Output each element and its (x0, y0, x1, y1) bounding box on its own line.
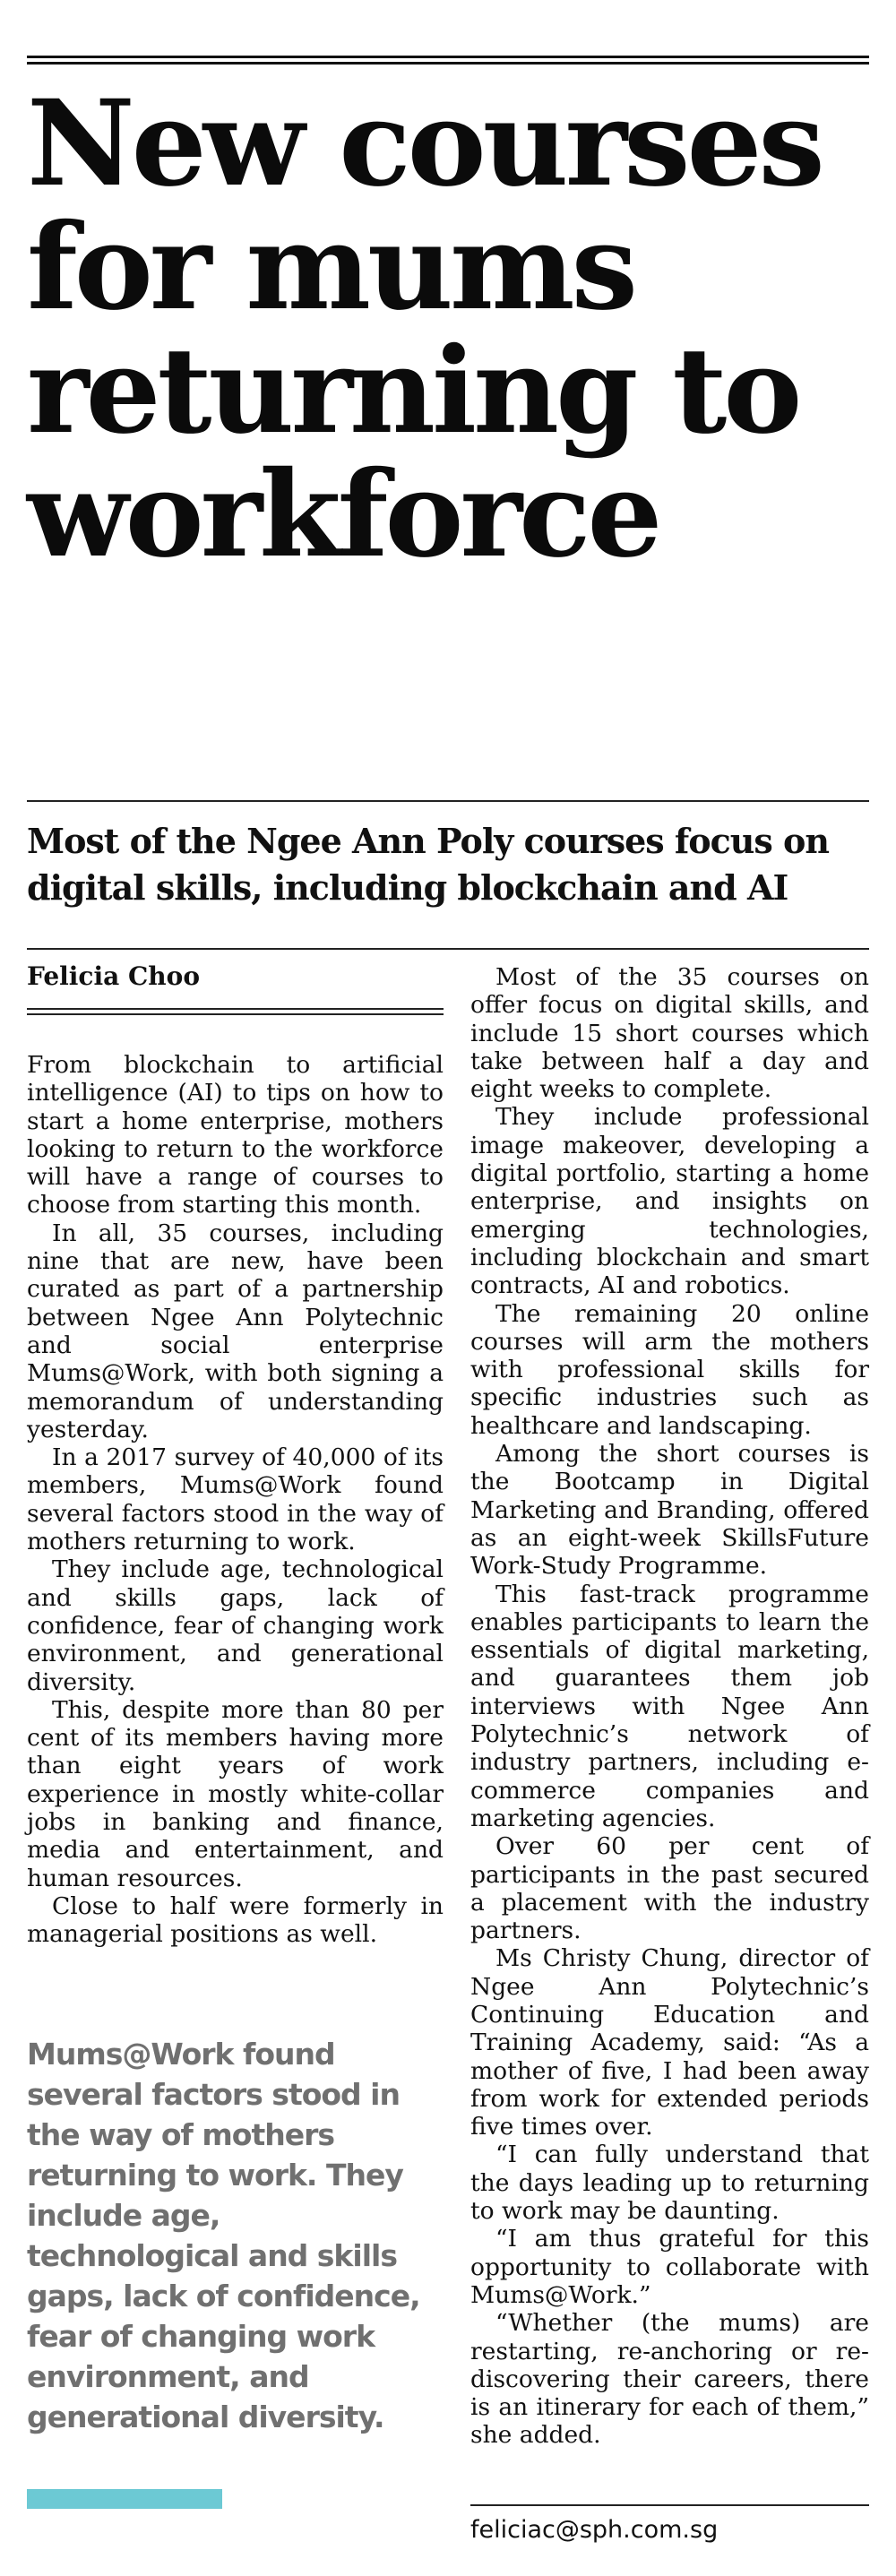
paragraph: Over 60 per cent of participants in the past secured a placement with the industry partners. (470, 1832, 869, 1945)
pull-quote: Mums@Work found several factors stood in the way of mothers returning to work. They include age, technological and skills gaps, lack of confidence, fear of changing work environment, and generational diversity. (27, 2037, 420, 2434)
paragraph: They include age, technological and skills gaps, lack of confidence, fear of changing work environment, and generational diversity. (27, 1555, 444, 1696)
paragraph: The remaining 20 online courses will arm the mothers with professional skills for specific industries such as healthcare and landscaping. (470, 1299, 869, 1440)
paragraph: Close to half were formerly in managerial positions as well. (27, 1891, 444, 1949)
author-email: feliciac@sph.com.sg (470, 2516, 719, 2544)
byline-double-rule (27, 1008, 444, 1019)
paragraph: Ms Christy Chung, director of Ngee Ann Polytechnic’s Continuing Education and Training Academy, said: “As a mother of five, I had been away from work for extended periods five times over. (470, 1944, 869, 2141)
top-double-rule (27, 56, 869, 68)
article-column-left (27, 1051, 444, 1949)
paragraph: Among the short courses is the Bootcamp in Digital Marketing and Branding, offered as an eight-week SkillsFuture Work-Study Programme. (470, 1440, 869, 1581)
paragraph: In a 2017 survey of 40,000 of its members, Mums@Work found several factors stood in the way of mothers returning to work. (27, 1443, 444, 1556)
paragraph: “I am thus grateful for this opportunity to collaborate with Mums@Work.” (470, 2225, 869, 2309)
dek-divider (27, 948, 869, 950)
paragraph: In all, 35 courses, including nine that are new, have been curated as part of a partnership between Ngee Ann Polytechnic and social enterprise Mums@Work, with both signing a memorandum of understanding yesterday. (27, 1219, 444, 1443)
article-column-right (470, 963, 869, 2450)
subheadline: Most of the Ngee Ann Poly courses focus on digital skills, including blockchain and AI (27, 821, 829, 908)
email-divider (470, 2504, 869, 2506)
paragraph: “Whether (the mums) are restarting, re-anchoring or re-discovering their careers, there is an itinerary for each of them,” she added. (470, 2309, 869, 2450)
paragraph: Most of the 35 courses on offer focus on digital skills, and include 15 short courses which take between half a day and eight weeks to complete. (470, 963, 869, 1104)
headline: New courses for mums returning to workforce (27, 74, 822, 584)
paragraph: From blockchain to artificial intelligence (AI) to tips on how to start a home enterprise, mothers looking to return to the workforce will have a range of courses to choose from starting this month. (27, 1051, 444, 1219)
paragraph: “I can fully understand that the days leading up to returning to work may be daunting. (470, 2141, 869, 2226)
paragraph: They include professional image makeover, developing a digital portfolio, starting a home enterprise, and insights on emerging technologies, including blockchain and smart contracts, AI and robotics. (470, 1103, 869, 1300)
byline: Felicia Choo (27, 961, 201, 991)
paragraph: This fast-track programme enables participants to learn the essentials of digital marketing, and guarantees them job interviews with Ngee Ann Polytechnic’s network of industry partners, including e-commerce companies and marketing agencies. (470, 1580, 869, 1832)
headline-divider (27, 800, 869, 802)
paragraph: This, despite more than 80 per cent of its members having more than eight years of work experience in mostly white-collar jobs in banking and finance, media and entertainment, and human resources. (27, 1695, 444, 1892)
accent-bar (27, 2489, 222, 2509)
